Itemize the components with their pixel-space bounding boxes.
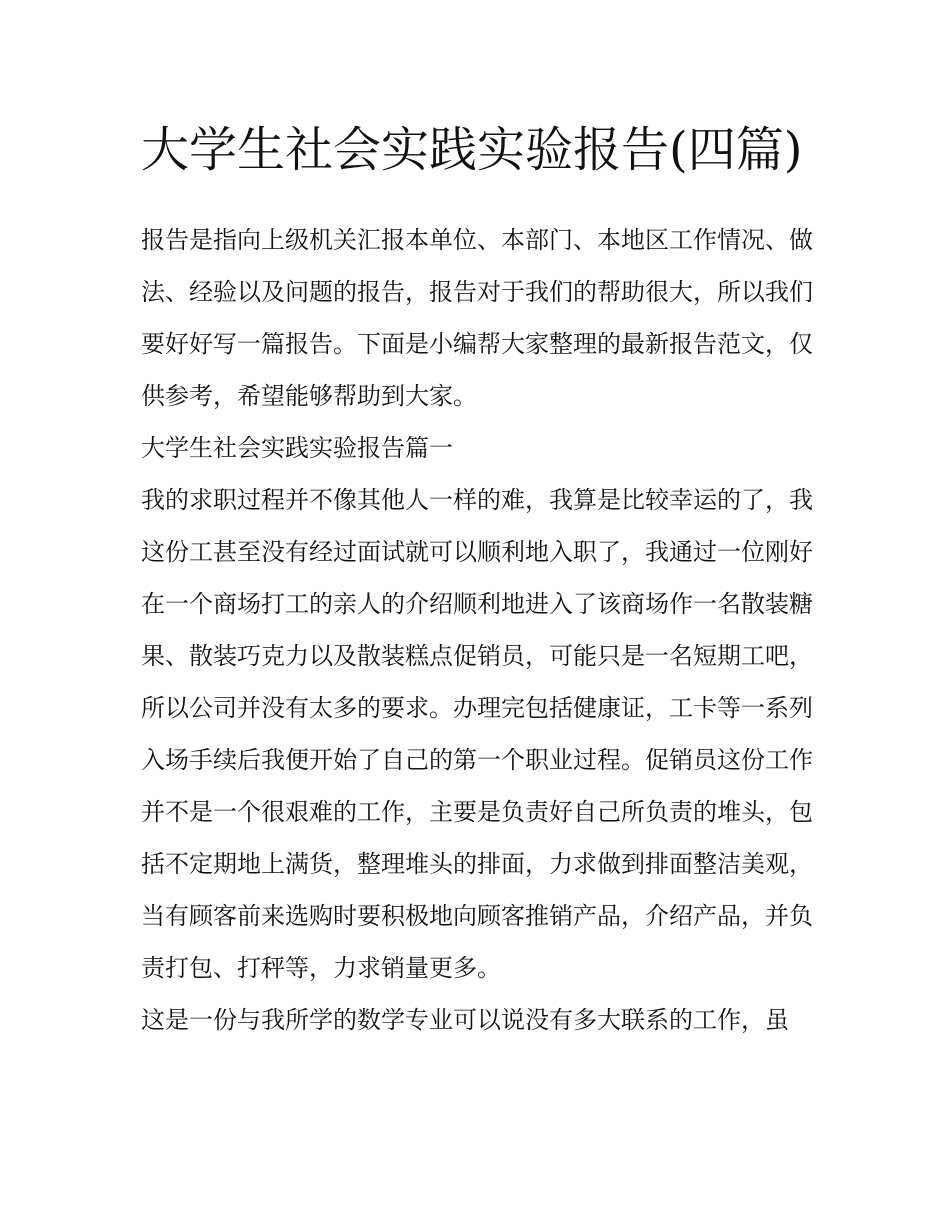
body-paragraph-2: 这是一份与我所学的数学专业可以说没有多大联系的工作，虽: [141, 1006, 789, 1034]
document-body: [141, 112, 813, 1046]
intro-paragraph: 报告是指向上级机关汇报本单位、本部门、本地区工作情况、做法、经验以及问题的报告，报告对于我们的帮助很大，所以我们要好好写一篇报告。下面是小编帮大家整理的最新报告范文，仅供参考，希望能够帮助到大家。: [141, 226, 813, 410]
body-paragraph-1: 我的求职过程并不像其他人一样的难，我算是比较幸运的了，我这份工甚至没有经过面试就可以顺利地入职了，我通过一位刚好在一个商场打工的亲人的介绍顺利地进入了该商场作一名散装糖果、散装巧克力以及散装糕点促销员，可能只是一名短期工吧，所以公司并没有太多的要求。办理完包括健康证，工卡等一系列入场手续后我便开始了自己的第一个职业过程。促销员这份工作并不是一个很艰难的工作，主要是负责好自己所负责的堆头，包括不定期地上满货，整理堆头的排面，力求做到排面整洁美观，当有顾客前来选购时要积极地向顾客推销产品，介绍产品，并负责打包、打秤等，力求销量更多。: [141, 486, 813, 982]
document-title: 大学生社会实践实验报告(四篇): [141, 122, 803, 178]
section-heading: 大学生社会实践实验报告篇一: [141, 434, 453, 462]
